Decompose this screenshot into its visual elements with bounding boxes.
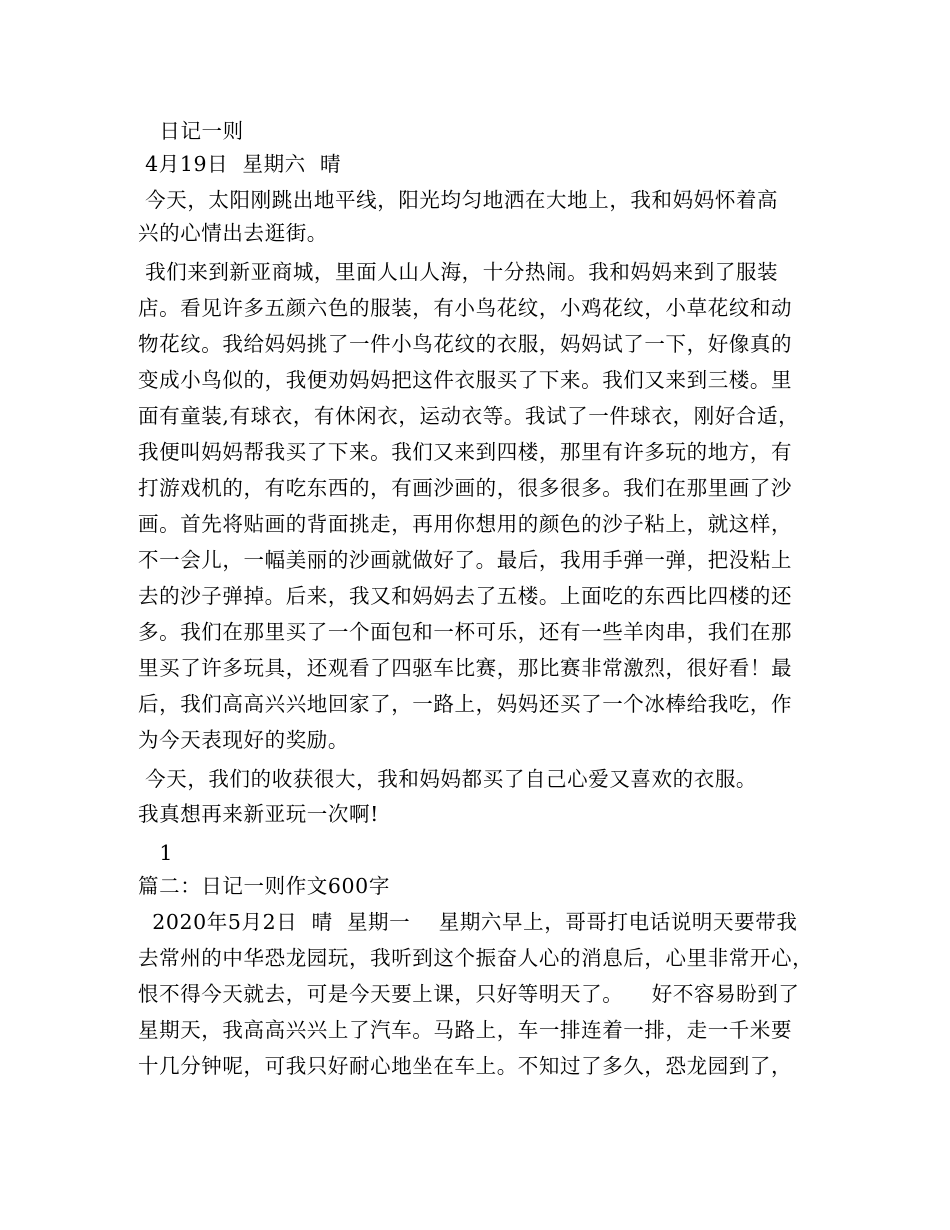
text-line: 物花纹。我给妈妈挑了一件小鸟花纹的衣服，妈妈试了一下，好像真的 [138,332,793,356]
text-line: 我们来到新亚商城，里面人山人海，十分热闹。我和妈妈来到了服装 [138,260,779,284]
text-line: 十几分钟呢，可我只好耐心地坐在车上。不知过了多久，恐龙园到了， [138,1054,793,1078]
text-line: 店。看见许多五颜六色的服装，有小鸟花纹，小鸡花纹，小草花纹和动 [138,296,793,320]
text-line: 今天，太阳刚跳出地平线，阳光均匀地洒在大地上，我和妈妈怀着高 [138,188,779,212]
section-heading: 篇二：日记一则作文600字 [138,874,390,898]
text-line: 兴的心情出去逛街。 [138,221,328,245]
text-line: 今天，我们的收获很大，我和妈妈都买了自己心爱又喜欢的衣服。 [138,767,758,791]
text-line: 我真想再来新亚玩一次啊! [138,802,379,826]
text-line: 为今天表现好的奖励。 [138,728,349,752]
diary-title: 日记一则 [138,119,244,143]
text-line: 我便叫妈妈帮我买了下来。我们又来到四楼，那里有许多玩的地方，有 [138,440,793,464]
text-line: 里买了许多玩具，还观看了四驱车比赛，那比赛非常激烈，很好看！最 [138,656,793,680]
text-line: 打游戏机的，有吃东西的，有画沙画的，很多很多。我们在那里画了沙 [138,476,793,500]
text-line: 画。首先将贴画的背面挑走，再用你想用的颜色的沙子粘上，就这样， [138,512,793,536]
page-number: 1 [138,841,173,865]
text-line: 星期天，我高高兴兴上了汽车。马路上，车一排连着一排，走一千米要 [138,1018,793,1042]
text-line: 变成小鸟似的，我便劝妈妈把这件衣服买了下来。我们又来到三楼。里 [138,368,793,392]
text-line: 多。我们在那里买了一个面包和一杯可乐，还有一些羊肉串，我们在那 [138,620,793,644]
text-line: 2020年5月2日 晴 星期一 星期六早上，哥哥打电话说明天要带我 [138,910,798,934]
text-line: 面有童装,有球衣，有休闲衣，运动衣等。我试了一件球衣，刚好合适， [138,404,800,428]
diary-date-line: 4月19日 星期六 晴 [138,152,342,176]
text-line: 恨不得今天就去，可是今天要上课，只好等明天了。 好不容易盼到了 [138,982,800,1006]
text-line: 不一会儿，一幅美丽的沙画就做好了。最后，我用手弹一弹，把没粘上 [138,548,793,572]
text-line: 后，我们高高兴兴地回家了，一路上，妈妈还买了一个冰棒给我吃，作 [138,692,793,716]
text-line: 去的沙子弹掉。后来，我又和妈妈去了五楼。上面吃的东西比四楼的还 [138,584,793,608]
text-line: 去常州的中华恐龙园玩，我听到这个振奋人心的消息后，心里非常开心， [138,946,814,970]
